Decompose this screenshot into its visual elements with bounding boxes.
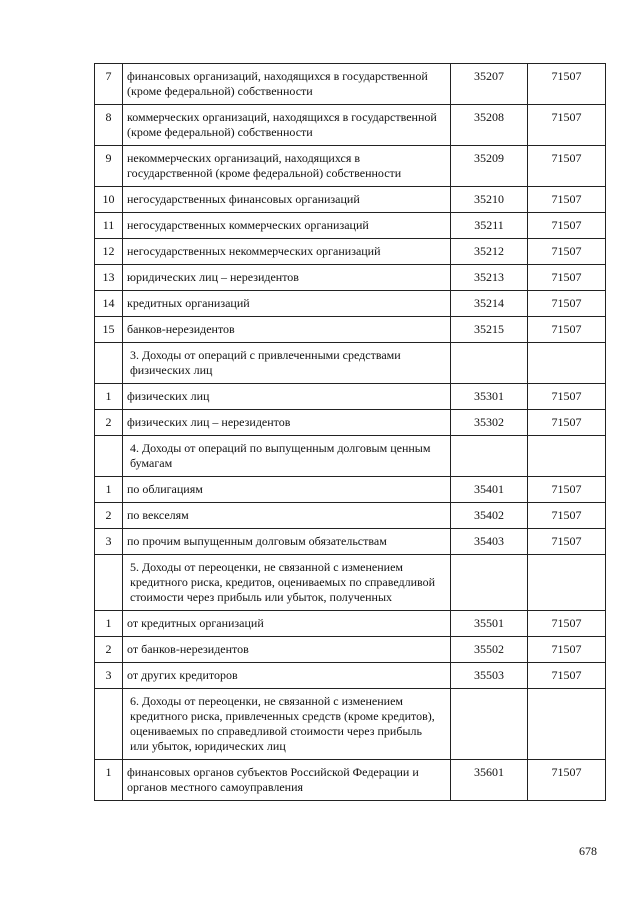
row-number-cell: 14 (95, 291, 123, 317)
code-a-cell (451, 436, 528, 477)
row-number-cell: 3 (95, 663, 123, 689)
code-a-cell: 35214 (451, 291, 528, 317)
code-b-cell (528, 436, 606, 477)
row-name-cell: финансовых организаций, находящихся в государственной (кроме федеральной) собственности (123, 64, 451, 105)
code-b-cell (528, 689, 606, 760)
code-a-cell: 35401 (451, 477, 528, 503)
code-a-cell: 35208 (451, 105, 528, 146)
row-number-cell: 10 (95, 187, 123, 213)
code-a-cell: 35211 (451, 213, 528, 239)
code-b-cell (528, 555, 606, 611)
row-name-cell: от банков-нерезидентов (123, 637, 451, 663)
code-b-cell: 71507 (528, 503, 606, 529)
table-row (95, 213, 606, 239)
code-a-cell (451, 689, 528, 760)
row-number-cell (95, 689, 123, 760)
row-number-cell: 2 (95, 410, 123, 436)
row-number-cell: 1 (95, 760, 123, 801)
code-b-cell: 71507 (528, 760, 606, 801)
table-row (95, 187, 606, 213)
row-name-cell: 6. Доходы от переоценки, не связанной с изменением кредитного риска, привлеченных средств (кроме кредитов), оцениваемых по справедливой стоимости через прибыль или убыток, юридических лиц (123, 689, 451, 760)
table-row (95, 529, 606, 555)
row-number-cell: 13 (95, 265, 123, 291)
code-b-cell: 71507 (528, 64, 606, 105)
code-b-cell: 71507 (528, 265, 606, 291)
table-row (95, 291, 606, 317)
row-number-cell: 8 (95, 105, 123, 146)
row-name-cell: кредитных организаций (123, 291, 451, 317)
row-name-cell: 3. Доходы от операций с привлеченными средствами физических лиц (123, 343, 451, 384)
table-row (95, 637, 606, 663)
row-number-cell: 9 (95, 146, 123, 187)
row-number-cell: 3 (95, 529, 123, 555)
code-b-cell: 71507 (528, 529, 606, 555)
table-row (95, 477, 606, 503)
page-number: 678 (579, 844, 597, 858)
row-number-cell: 1 (95, 384, 123, 410)
row-name-cell: физических лиц (123, 384, 451, 410)
row-number-cell (95, 436, 123, 477)
row-name-cell: негосударственных коммерческих организаций (123, 213, 451, 239)
table-row (95, 317, 606, 343)
code-b-cell: 71507 (528, 213, 606, 239)
table-row (95, 611, 606, 637)
table-row (95, 239, 606, 265)
row-number-cell (95, 555, 123, 611)
code-b-cell: 71507 (528, 239, 606, 265)
code-b-cell: 71507 (528, 187, 606, 213)
table-row (95, 64, 606, 105)
row-name-cell: от кредитных организаций (123, 611, 451, 637)
code-a-cell: 35302 (451, 410, 528, 436)
row-name-cell: 4. Доходы от операций по выпущенным долговым ценным бумагам (123, 436, 451, 477)
row-name-cell: финансовых органов субъектов Российской Федерации и органов местного самоуправления (123, 760, 451, 801)
code-b-cell (528, 343, 606, 384)
row-name-cell: некоммерческих организаций, находящихся в государственной (кроме федеральной) собственности (123, 146, 451, 187)
row-number-cell: 15 (95, 317, 123, 343)
row-number-cell: 2 (95, 503, 123, 529)
code-a-cell: 35501 (451, 611, 528, 637)
code-a-cell: 35210 (451, 187, 528, 213)
table-row (95, 663, 606, 689)
row-name-cell: банков-нерезидентов (123, 317, 451, 343)
row-number-cell (95, 343, 123, 384)
row-name-cell: по прочим выпущенным долговым обязательствам (123, 529, 451, 555)
table-row (95, 760, 606, 801)
code-b-cell: 71507 (528, 384, 606, 410)
table-body (95, 64, 606, 801)
row-name-cell: юридических лиц – нерезидентов (123, 265, 451, 291)
code-b-cell: 71507 (528, 611, 606, 637)
code-a-cell: 35212 (451, 239, 528, 265)
table-row (95, 503, 606, 529)
code-a-cell: 35215 (451, 317, 528, 343)
table-row (95, 410, 606, 436)
code-a-cell: 35209 (451, 146, 528, 187)
code-a-cell: 35502 (451, 637, 528, 663)
row-number-cell: 1 (95, 611, 123, 637)
row-name-cell: негосударственных финансовых организаций (123, 187, 451, 213)
code-a-cell: 35207 (451, 64, 528, 105)
row-name-cell: негосударственных некоммерческих организаций (123, 239, 451, 265)
row-name-cell: по облигациям (123, 477, 451, 503)
code-b-cell: 71507 (528, 663, 606, 689)
code-b-cell: 71507 (528, 477, 606, 503)
table-row (95, 384, 606, 410)
table-row (95, 105, 606, 146)
table-row (95, 146, 606, 187)
row-name-cell: 5. Доходы от переоценки, не связанной с изменением кредитного риска, кредитов, оцениваемых по справедливой стоимости через прибыль или убыток, полученных (123, 555, 451, 611)
row-number-cell: 2 (95, 637, 123, 663)
code-a-cell: 35402 (451, 503, 528, 529)
code-a-cell (451, 343, 528, 384)
row-number-cell: 7 (95, 64, 123, 105)
section-header-row (95, 343, 606, 384)
row-name-cell: коммерческих организаций, находящихся в государственной (кроме федеральной) собственности (123, 105, 451, 146)
section-header-row (95, 689, 606, 760)
row-name-cell: от других кредиторов (123, 663, 451, 689)
row-number-cell: 1 (95, 477, 123, 503)
code-b-cell: 71507 (528, 105, 606, 146)
code-a-cell: 35503 (451, 663, 528, 689)
code-a-cell: 35601 (451, 760, 528, 801)
row-name-cell: физических лиц – нерезидентов (123, 410, 451, 436)
code-a-cell: 35301 (451, 384, 528, 410)
code-b-cell: 71507 (528, 146, 606, 187)
code-b-cell: 71507 (528, 410, 606, 436)
code-b-cell: 71507 (528, 317, 606, 343)
code-a-cell (451, 555, 528, 611)
section-header-row (95, 555, 606, 611)
row-name-cell: по векселям (123, 503, 451, 529)
code-a-cell: 35403 (451, 529, 528, 555)
table-row (95, 265, 606, 291)
code-a-cell: 35213 (451, 265, 528, 291)
code-b-cell: 71507 (528, 637, 606, 663)
codes-table (94, 63, 606, 801)
row-number-cell: 12 (95, 239, 123, 265)
code-b-cell: 71507 (528, 291, 606, 317)
row-number-cell: 11 (95, 213, 123, 239)
section-header-row (95, 436, 606, 477)
